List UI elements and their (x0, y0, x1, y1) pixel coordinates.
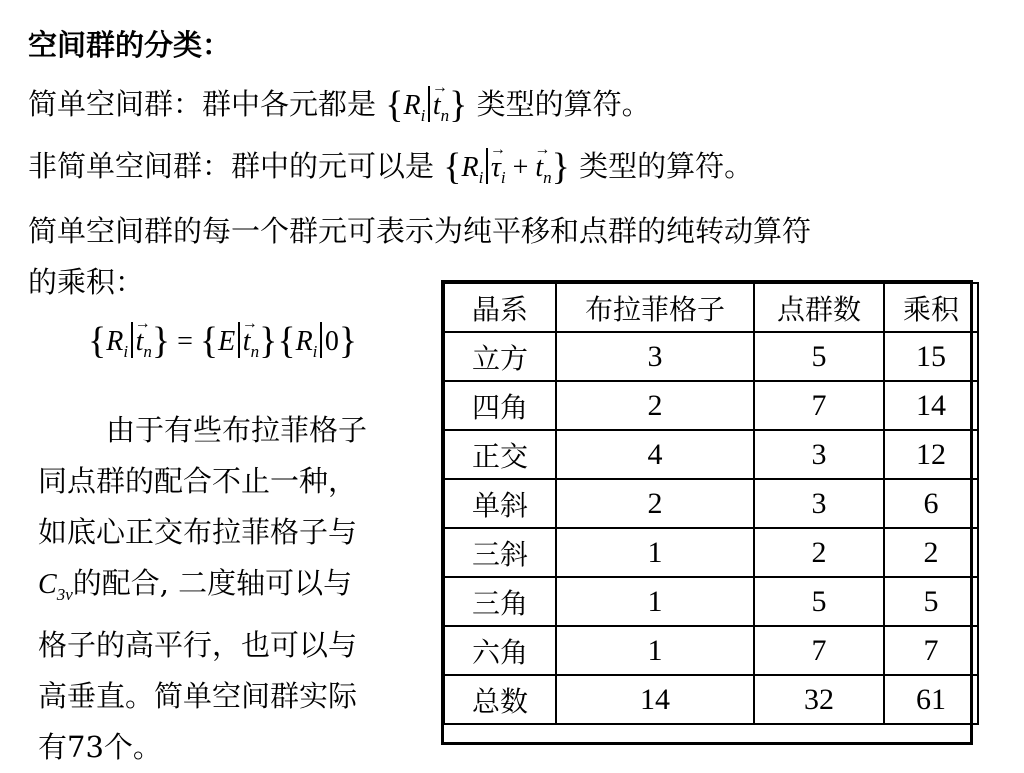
table-cell: 四角 (444, 381, 556, 430)
table-cell: 1 (556, 528, 754, 577)
table-header-cell: 晶系 (444, 283, 556, 332)
table-cell: 正交 (444, 430, 556, 479)
table-cell: 六角 (444, 626, 556, 675)
table-cell: 5 (754, 332, 884, 381)
table-cell: 6 (884, 479, 978, 528)
table-cell: 总数 (444, 675, 556, 724)
table-cell: 5 (884, 577, 978, 626)
table-cell: 15 (884, 332, 978, 381)
para-line-3: 如底心正交布拉菲格子与 (38, 515, 358, 549)
table-cell: 7 (754, 626, 884, 675)
explanation-paragraph (38, 405, 418, 773)
para-line-4: $C_{3v}$的配合, 二度轴可以与 (38, 558, 418, 620)
para-line-6: 高垂直。简单空间群实际 (38, 679, 358, 713)
table-cell: 1 (556, 577, 754, 626)
c3v-symbol: $C_{3v}$ (38, 569, 73, 604)
product-line-2: 的乘积： (28, 265, 145, 299)
para-line-1: 由于有些布拉菲格子 (106, 413, 368, 447)
table-cell: 1 (556, 626, 754, 675)
decomposition-formula: $\{R_i\to t_n\} = \{E\to t_n\}\{R_i$ 0} (88, 322, 357, 369)
table-row (444, 626, 978, 675)
table-row (444, 479, 978, 528)
table-header-row (444, 283, 978, 332)
section-heading: 空间群的分类： (28, 28, 232, 62)
table-cell: 12 (884, 430, 978, 479)
formula-simple: $\{R_i\to t_n\}$ (385, 86, 467, 133)
table-header-cell: 乘积 (884, 283, 978, 332)
table-cell: 5 (754, 577, 884, 626)
space-group-table (443, 282, 979, 725)
table-cell: 14 (556, 675, 754, 724)
table-cell: 2 (754, 528, 884, 577)
simple-line-suffix: 类型的算符。 (476, 87, 651, 121)
table-cell: 三角 (444, 577, 556, 626)
table-row (444, 332, 978, 381)
table-cell: 3 (754, 430, 884, 479)
para-line-2: 同点群的配合不止一种， (38, 464, 358, 498)
table-cell: 7 (884, 626, 978, 675)
simple-line-prefix: 简单空间群：群中各元都是 (28, 87, 377, 121)
para-line-5: 格子的高平行，也可以与 (38, 628, 358, 662)
table-cell: 14 (884, 381, 978, 430)
table-cell: 单斜 (444, 479, 556, 528)
table-cell: 2 (556, 381, 754, 430)
table-cell: 32 (754, 675, 884, 724)
table-cell: 2 (884, 528, 978, 577)
nonsimple-line-prefix: 非简单空间群：群中的元可以是 (28, 149, 435, 183)
table-row (444, 577, 978, 626)
product-line-1: 简单空间群的每一个群元可表示为纯平移和点群的纯转动算符 (28, 214, 812, 248)
table-row (444, 528, 978, 577)
table-row (444, 381, 978, 430)
table-header-cell: 布拉菲格子 (556, 283, 754, 332)
table-cell: 2 (556, 479, 754, 528)
table-header-cell: 点群数 (754, 283, 884, 332)
table-cell: 3 (754, 479, 884, 528)
table-cell: 7 (754, 381, 884, 430)
table-row (444, 675, 978, 724)
table-cell: 61 (884, 675, 978, 724)
table-cell: 3 (556, 332, 754, 381)
nonsimple-space-group-line (28, 148, 753, 195)
formula-nonsimple: {$R_i\to \tau_i$ + → $t_n$} (443, 148, 570, 195)
table-cell: 三斜 (444, 528, 556, 577)
simple-space-group-line (28, 86, 651, 133)
nonsimple-line-suffix: 类型的算符。 (579, 149, 754, 183)
para-line-7: 有73个。 (38, 730, 162, 764)
table-cell: 立方 (444, 332, 556, 381)
table-row (444, 430, 978, 479)
table-cell: 4 (556, 430, 754, 479)
